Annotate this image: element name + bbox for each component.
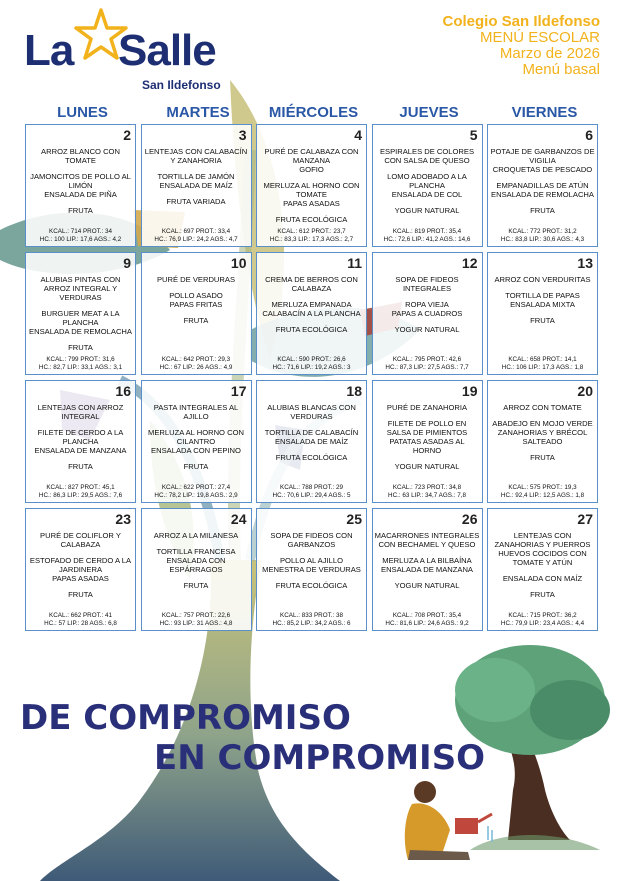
menu-course: ALUBIAS BLANCAS CON VERDURAS [267, 403, 356, 421]
nutrition-macros: HC.: 72,6 LIP.: 41,2 AGS.: 14,6 [383, 236, 471, 243]
nutrition-kcal: KCAL.: 642 PROT.: 29,3 [161, 356, 231, 363]
day-number: 4 [354, 127, 362, 143]
weekday-martes: MARTES [166, 104, 230, 121]
menu-course: BURGUER MEAT A LA PLANCHA ENSALADA DE REMOLACHA [29, 309, 132, 336]
nutrition-macros: HC.: 100 LIP.: 17,6 AGS.: 4,2 [39, 236, 122, 243]
menu-course: PASTA INTEGRALES AL AJILLO [153, 403, 239, 421]
nutrition-info [259, 356, 364, 372]
day-cell [141, 252, 252, 375]
menu-items [375, 147, 480, 222]
nutrition-macros: HC.: 82,7 LIP.: 33,1 AGS.: 3,1 [38, 364, 123, 371]
menu-course: FRUTA [530, 316, 555, 325]
day-number: 11 [347, 255, 362, 271]
menu-items [28, 531, 133, 606]
nutrition-info [375, 356, 480, 372]
menu-items [375, 531, 480, 597]
day-number: 2 [123, 127, 131, 143]
menu-course: LENTEJAS CON CALABACÍN Y ZANAHORIA [144, 147, 248, 165]
nutrition-kcal: KCAL.: 772 PROT.: 31,2 [508, 228, 577, 235]
menu-course: ROPA VIEJA PAPAS A CUADROS [391, 300, 463, 318]
nutrition-macros: HC.: 71,6 LIP.: 19,2 AGS.: 3 [272, 364, 351, 371]
menu-course: POTAJE DE GARBANZOS DE VIGILIA CROQUETAS DE PESCADO [490, 147, 595, 174]
menu-items [144, 531, 249, 597]
nutrition-kcal: KCAL.: 799 PROT.: 31,6 [46, 356, 115, 363]
menu-course: MERLUZA EMPANADA CALABACÍN A LA PLANCHA [262, 300, 361, 318]
weekday-jueves: JUEVES [399, 104, 459, 121]
menu-course: JAMONCITOS DE POLLO AL LIMÓN ENSALADA DE PIÑA [30, 172, 131, 199]
nutrition-info [28, 228, 133, 244]
menu-items [490, 403, 595, 469]
day-number: 13 [577, 255, 593, 271]
nutrition-kcal: KCAL.: 757 PROT.: 22,6 [161, 612, 231, 619]
menu-course: ESTOFADO DE CERDO A LA JARDINERA PAPAS ASADAS [29, 556, 132, 583]
nutrition-kcal: KCAL.: 788 PROT.: 29 [280, 484, 343, 491]
nutrition-macros: HC.: 83,3 LIP.: 17,3 AGS.: 2,7 [269, 236, 354, 243]
nutrition-kcal: KCAL.: 612 PROT.: 23,7 [277, 228, 346, 235]
day-cell [25, 508, 136, 631]
nutrition-kcal: KCAL.: 723 PROT.: 34,8 [392, 484, 462, 491]
menu-course: PURÉ DE VERDURAS [156, 275, 236, 284]
menu-course: LENTEJAS CON ARROZ INTEGRAL [37, 403, 124, 421]
day-cell [487, 508, 598, 631]
nutrition-info [28, 612, 133, 628]
day-cell [372, 380, 483, 503]
menu-items [259, 403, 364, 469]
menu-course: YOGUR NATURAL [394, 325, 460, 334]
nutrition-kcal: KCAL.: 575 PROT.: 19,3 [508, 484, 577, 491]
day-cell [487, 252, 598, 375]
logo-subtitle: San Ildefonso [142, 78, 221, 92]
day-number: 17 [230, 383, 247, 399]
menu-course: TORTILLA FRANCESA ENSALADA CON ESPÁRRAGOS [156, 547, 236, 574]
day-number: 23 [115, 511, 131, 527]
weekday-viernes: VIERNES [511, 104, 578, 121]
day-number: 6 [585, 127, 593, 143]
menu-items [144, 403, 249, 478]
nutrition-macros: HC.: 78,2 LIP.: 19,8 AGS.: 2,9 [154, 492, 238, 499]
menu-course: PURÉ DE COLIFLOR Y CALABAZA [40, 531, 121, 549]
menu-course: EMPANADILLAS DE ATÚN ENSALADA DE REMOLACHA [491, 181, 594, 199]
nutrition-info [490, 612, 595, 628]
menu-items [259, 147, 364, 231]
menu-course: FRUTA VARIADA [166, 197, 226, 206]
day-number: 9 [123, 255, 131, 271]
nutrition-info [375, 612, 480, 628]
menu-course: TORTILLA DE PAPAS ENSALADA MIXTA [505, 291, 580, 309]
day-number: 3 [238, 127, 247, 143]
menu-items [490, 531, 595, 606]
day-cell [141, 380, 252, 503]
nutrition-info [490, 484, 595, 500]
day-cell [141, 124, 252, 247]
nutrition-macros: HC.: 92,4 LIP.: 12,5 AGS.: 1,8 [500, 492, 585, 499]
menu-items [375, 403, 480, 478]
menu-course: MACARRONES INTEGRALES CON BECHAMEL Y QUESO [374, 531, 480, 549]
nutrition-kcal: KCAL.: 795 PROT.: 42,6 [392, 356, 462, 363]
menu-course: ALUBIAS PINTAS CON ARROZ INTEGRAL Y VERDURAS [40, 275, 121, 302]
day-cell [256, 508, 367, 631]
menu-course: ARROZ CON TOMATE [503, 403, 582, 412]
day-cell [25, 124, 136, 247]
nutrition-macros: HC.: 106 LIP.: 17,3 AGS.: 1,8 [501, 364, 584, 371]
day-cell [25, 252, 136, 375]
day-cell [256, 380, 367, 503]
day-number: 10 [230, 255, 247, 271]
day-cell [141, 508, 252, 631]
nutrition-kcal: KCAL.: 715 PROT.: 36,2 [508, 612, 577, 619]
menu-course: FRUTA [68, 590, 93, 599]
menu-items [28, 403, 133, 478]
menu-course: MERLUZA AL HORNO CON CILANTRO ENSALADA CON PEPINO [148, 428, 244, 455]
nutrition-macros: HC.: 67 LIP.: 26 AGS.: 4,9 [159, 364, 233, 371]
school-name: Colegio San Ildefonso [442, 13, 600, 30]
menu-course: FRUTA ECOLÓGICA [275, 581, 348, 590]
nutrition-info [144, 356, 249, 372]
nutrition-kcal: KCAL.: 714 PROT.: 34 [49, 228, 112, 235]
nutrition-macros: HC.: 93 LIP.: 31 AGS.: 4,8 [159, 620, 233, 627]
nutrition-kcal: KCAL.: 833 PROT.: 38 [280, 612, 343, 619]
menu-items [28, 275, 133, 359]
slogan-line-2: EN COMPROMISO [154, 738, 486, 778]
nutrition-macros: HC.: 79,9 LIP.: 23,4 AGS.: 4,4 [500, 620, 585, 627]
nutrition-macros: HC.: 83,8 LIP.: 30,6 AGS.: 4,3 [500, 236, 585, 243]
school-logo [24, 10, 224, 100]
nutrition-kcal: KCAL.: 658 PROT.: 14,1 [508, 356, 577, 363]
day-cell [25, 380, 136, 503]
day-number: 25 [346, 511, 362, 527]
menu-course: FRUTA ECOLÓGICA [275, 215, 348, 224]
day-number: 5 [469, 127, 478, 143]
day-cell [487, 380, 598, 503]
menu-course: YOGUR NATURAL [394, 581, 460, 590]
menu-items [490, 147, 595, 222]
menu-course: POLLO AL AJILLO MENESTRA DE VERDURAS [262, 556, 361, 574]
menu-course: ARROZ BLANCO CON TOMATE [41, 147, 120, 165]
nutrition-kcal: KCAL.: 697 PROT.: 33,4 [161, 228, 231, 235]
menu-course: FILETE DE CERDO A LA PLANCHA ENSALADA DE MANZANA [34, 428, 127, 455]
menu-items [144, 275, 249, 332]
menu-course: FRUTA [68, 343, 93, 352]
menu-items [259, 275, 364, 341]
nutrition-macros: HC.: 87,3 LIP.: 27,5 AGS.: 7,7 [385, 364, 469, 371]
menu-course: PURÉ DE ZANAHORIA [386, 403, 468, 412]
menu-course: ABADEJO EN MOJO VERDE ZANAHORIAS Y BRÉCOL SALTEADO [492, 419, 593, 446]
day-number: 20 [577, 383, 593, 399]
nutrition-info [375, 484, 480, 500]
menu-course: FRUTA [183, 581, 209, 590]
menu-course: SOPA DE FIDEOS INTEGRALES [395, 275, 459, 293]
menu-course: FRUTA [68, 462, 93, 471]
menu-type: Menú basal [522, 61, 600, 78]
day-number: 27 [577, 511, 593, 527]
nutrition-info [144, 612, 249, 628]
menu-items [375, 275, 480, 341]
watering-can [455, 818, 478, 834]
nutrition-info [144, 228, 249, 244]
nutrition-macros: HC.: 85,2 LIP.: 34,2 AGS.: 6 [272, 620, 351, 627]
nutrition-kcal: KCAL.: 827 PROT.: 45,1 [46, 484, 115, 491]
menu-course: LOMO ADOBADO A LA PLANCHA ENSALADA DE COL [387, 172, 467, 199]
menu-items [28, 147, 133, 222]
menu-course: FRUTA [183, 462, 209, 471]
menu-month: Marzo de 2026 [499, 45, 600, 62]
nutrition-info [375, 228, 480, 244]
logo-text-right: Salle [118, 26, 216, 75]
day-number: 12 [461, 255, 478, 271]
menu-course: ESPIRALES DE COLORES CON SALSA DE QUESO [379, 147, 475, 165]
menu-course: YOGUR NATURAL [394, 462, 460, 471]
nutrition-info [28, 356, 133, 372]
menu-course: SOPA DE FIDEOS CON GARBANZOS [270, 531, 353, 549]
nutrition-macros: HC.: 63 LIP.: 34,7 AGS.: 7,8 [388, 492, 466, 499]
menu-course: PURÉ DE CALABAZA CON MANZANA GOFIO [264, 147, 359, 174]
slogan-line-1: DE COMPROMISO [20, 698, 351, 738]
weekday-lunes: LUNES [57, 104, 108, 121]
day-cell [372, 252, 483, 375]
nutrition-macros: HC.: 70,6 LIP.: 29,4 AGS.: 5 [272, 492, 351, 499]
menu-header [442, 14, 600, 78]
nutrition-kcal: KCAL.: 662 PROT.: 41 [49, 612, 112, 619]
menu-title: MENÚ ESCOLAR [479, 29, 600, 46]
nutrition-info [28, 484, 133, 500]
day-number: 26 [461, 511, 478, 527]
menu-course: YOGUR NATURAL [394, 206, 460, 215]
menu-course: FRUTA ECOLÓGICA [275, 325, 348, 334]
day-number: 19 [461, 383, 478, 399]
nutrition-info [490, 228, 595, 244]
nutrition-info [259, 228, 364, 244]
menu-course: TORTILLA DE CALABACÍN ENSALADA DE MAÍZ [264, 428, 359, 446]
nutrition-macros: HC.: 81,6 LIP.: 24,6 AGS.: 9,2 [385, 620, 469, 627]
menu-course: MERLUZA AL HORNO CON TOMATE PAPAS ASADAS [263, 181, 360, 208]
day-number: 24 [230, 511, 247, 527]
menu-course: FRUTA [183, 316, 209, 325]
menu-course: FRUTA [530, 453, 555, 462]
nutrition-macros: HC.: 57 LIP.: 28 AGS.: 6,8 [44, 620, 117, 627]
menu-course: ARROZ A LA MILANESA [153, 531, 239, 540]
nutrition-info [259, 484, 364, 500]
day-number: 16 [115, 383, 131, 399]
nutrition-kcal: KCAL.: 622 PROT.: 27,4 [161, 484, 231, 491]
menu-course: FRUTA [68, 206, 93, 215]
weekday-miércoles: MIÉRCOLES [268, 104, 359, 121]
day-cell [256, 252, 367, 375]
nutrition-kcal: KCAL.: 708 PROT.: 35,4 [392, 612, 462, 619]
nutrition-info [490, 356, 595, 372]
menu-course: FILETE DE POLLO EN SALSA DE PIMIENTOS PATATAS ASADAS AL HORNO [386, 419, 468, 455]
menu-course: ENSALADA CON MAÍZ [502, 574, 583, 583]
menu-items [259, 531, 364, 597]
nutrition-kcal: KCAL.: 590 PROT.: 26,6 [277, 356, 346, 363]
day-cell [487, 124, 598, 247]
nutrition-kcal: KCAL.: 819 PROT.: 35,4 [392, 228, 462, 235]
day-number: 18 [346, 383, 362, 399]
logo-text-left: La [24, 26, 74, 75]
menu-items [490, 275, 595, 332]
menu-course: FRUTA [530, 206, 555, 215]
weekday-header-row [25, 104, 601, 124]
nutrition-info [259, 612, 364, 628]
menu-course: FRUTA [530, 590, 555, 599]
menu-course: TORTILLA DE JAMÓN ENSALADA DE MAÍZ [157, 172, 235, 190]
menu-calendar [25, 124, 601, 632]
menu-items [144, 147, 249, 213]
menu-course: LENTEJAS CON ZANAHORIAS Y PUERROS HUEVOS COCIDOS CON TOMATE Y ATÚN [494, 531, 591, 567]
menu-course: FRUTA ECOLÓGICA [275, 453, 348, 462]
day-cell [372, 508, 483, 631]
menu-course: ARROZ CON VERDURITAS [494, 275, 591, 284]
nutrition-macros: HC.: 86,3 LIP.: 29,5 AGS.: 7,6 [38, 492, 123, 499]
menu-course: CREMA DE BERROS CON CALABAZA [265, 275, 358, 293]
menu-course: POLLO ASADO PAPAS FRITAS [169, 291, 223, 309]
menu-course: MERLUZA A LA BILBAÍNA ENSALADA DE MANZANA [381, 556, 473, 574]
nutrition-info [144, 484, 249, 500]
day-cell [372, 124, 483, 247]
nutrition-macros: HC.: 76,9 LIP.: 24,2 AGS.: 4,7 [154, 236, 238, 243]
day-cell [256, 124, 367, 247]
